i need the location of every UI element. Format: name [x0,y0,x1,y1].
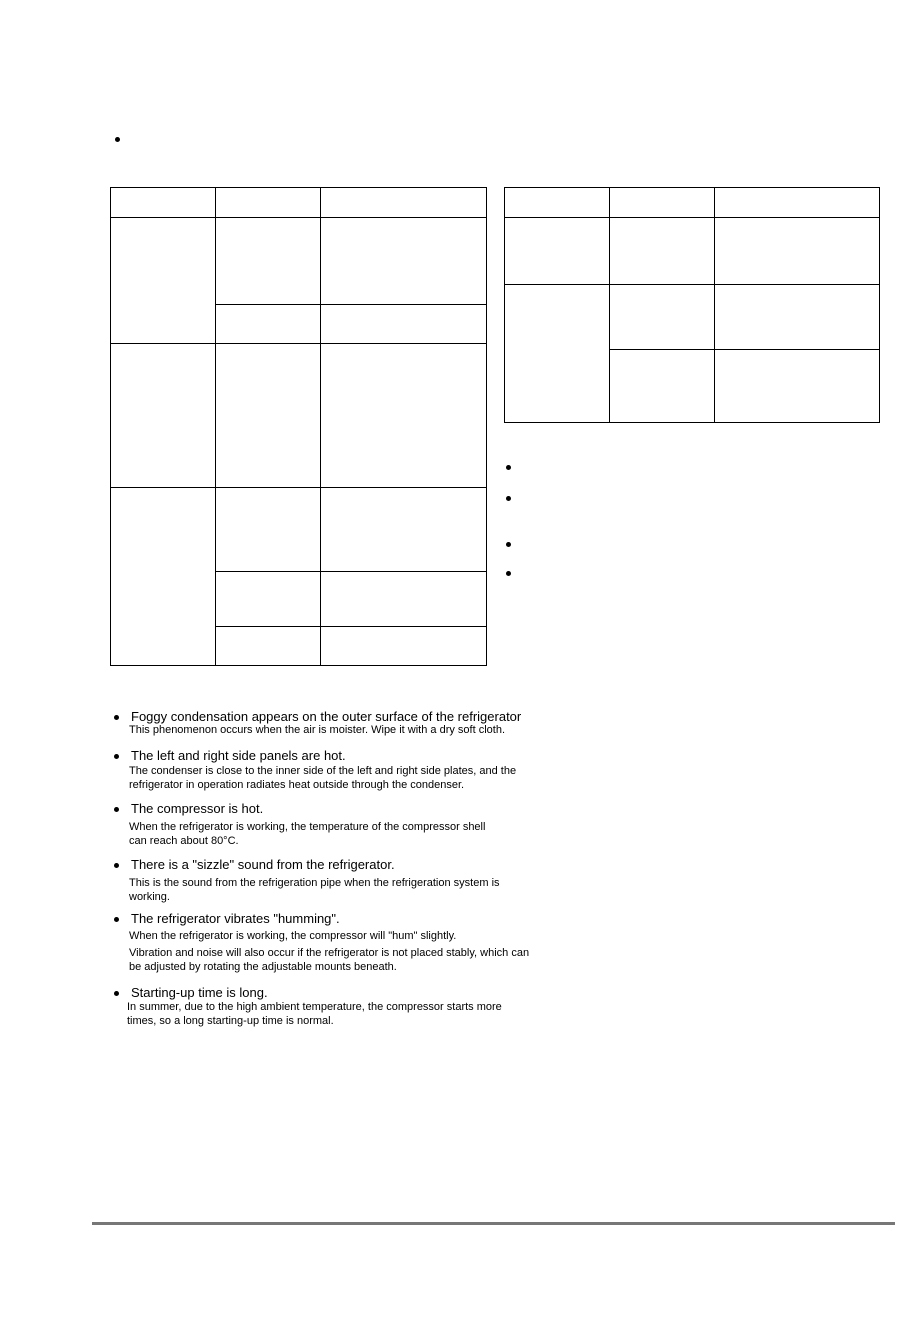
table-cell [216,188,321,218]
faq-title: Foggy condensation appears on the outer surface of the refrigerator [131,709,522,724]
table-header-row [111,188,487,218]
faq-title: The left and right side panels are hot. [131,748,346,763]
faq-body-line: The condenser is close to the inner side of the left and right side plates, and the [129,765,517,777]
note-bullet [506,496,511,501]
table-row [111,488,487,572]
table-cell [111,344,216,488]
faq-body-line: When the refrigerator is working, the compressor will "hum" slightly. [129,930,457,942]
table-cell [610,285,715,350]
faq-body-line: working. [129,891,170,903]
table-header-row [505,188,880,218]
table-cell [321,572,487,627]
troubleshooting-table-left [110,187,487,666]
table-cell [321,488,487,572]
faq-title: There is a "sizzle" sound from the refrigerator. [131,857,395,872]
table-cell [216,572,321,627]
bullet-icon [114,917,119,922]
faq-body-line: be adjusted by rotating the adjustable mounts beneath. [129,961,397,973]
faq-title: Starting-up time is long. [131,985,268,1000]
faq-body-line: In summer, due to the high ambient temperature, the compressor starts more [127,1001,502,1013]
faq-body-line: This phenomenon occurs when the air is moister. Wipe it with a dry soft cloth. [129,724,505,736]
faq-body-line: Vibration and noise will also occur if the refrigerator is not placed stably, which can [129,947,530,959]
bullet-icon [114,754,119,759]
table-row [111,344,487,488]
table-cell [111,188,216,218]
faq-body [127,1000,502,1028]
table-row [505,218,880,285]
bullet-icon [114,715,119,720]
table-cell [715,285,880,350]
note-bullet [506,542,511,547]
faq-body [129,764,516,792]
faq-body-line: This is the sound from the refrigeration pipe when the refrigeration system is [129,877,500,889]
table-cell [111,488,216,666]
faq-body [129,820,485,848]
table-cell [610,188,715,218]
table-cell [505,285,610,423]
table-cell [321,218,487,305]
note-bullet [506,465,511,470]
faq-title: The compressor is hot. [131,801,264,816]
bullet-icon [114,863,119,868]
faq-title: The refrigerator vibrates "humming". [131,911,340,926]
table-cell [610,350,715,423]
table-row [111,218,487,305]
bullet-icon [114,807,119,812]
footer-divider [92,1222,895,1225]
note-bullet [506,571,511,576]
table-cell [321,344,487,488]
table-cell [715,188,880,218]
faq-body [129,723,505,737]
table-cell [216,344,321,488]
table-cell [321,188,487,218]
table-cell [216,627,321,666]
troubleshooting-table-right [504,187,880,423]
table-row [505,285,880,350]
faq-body-line: When the refrigerator is working, the temperature of the compressor shell [129,821,486,833]
table-cell [715,218,880,285]
table-cell [321,627,487,666]
faq-body-line: times, so a long starting-up time is normal. [127,1015,334,1027]
top-bullet [115,137,120,142]
faq-body [129,876,500,904]
table-cell [715,350,880,423]
table-cell [505,188,610,218]
table-cell [505,218,610,285]
bullet-icon [114,991,119,996]
faq-body-line: refrigerator in operation radiates heat outside through the condenser. [129,779,465,791]
table-cell [610,218,715,285]
table-cell [216,218,321,305]
table-cell [321,305,487,344]
table-cell [216,488,321,572]
table-cell [111,218,216,344]
faq-body-line: can reach about 80°C. [129,835,239,847]
faq-body [129,929,529,974]
table-cell [216,305,321,344]
